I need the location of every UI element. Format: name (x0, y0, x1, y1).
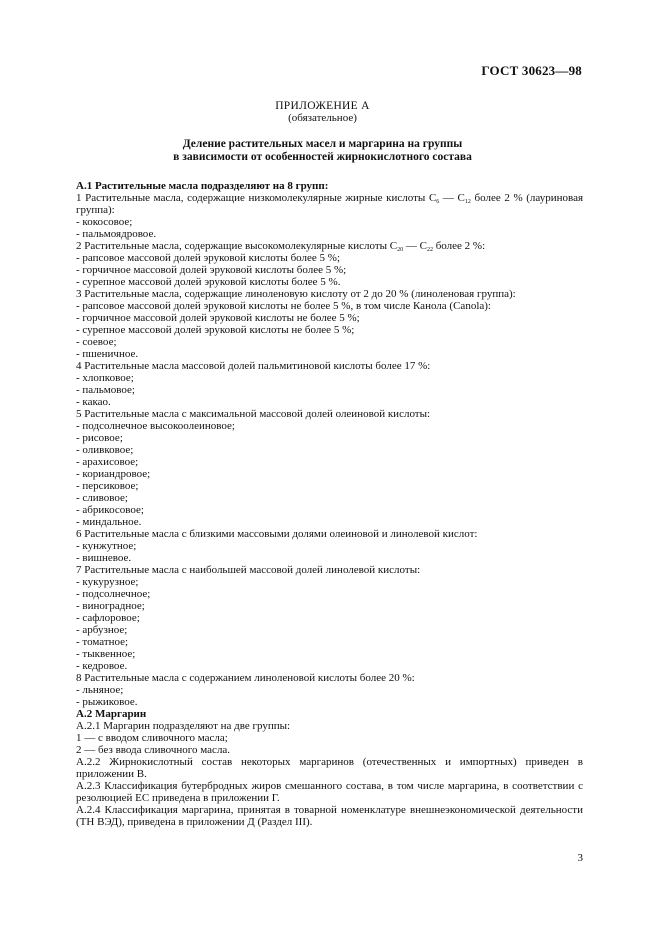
group-1-text: 1 Растительные масла, содержащие низкомолекулярные жирные кислоты $С_6$ — $С_{12}$ более 2 % (лауриновая группа): (76, 192, 584, 216)
list-item: - рисовое; (76, 432, 123, 444)
list-item: - арбузное; (76, 624, 128, 636)
list-item: - рыжиковое. (76, 696, 138, 708)
a2-paragraph-1: А.2.1 Маргарин подразделяют на две группы: (76, 720, 291, 732)
list-item: - рапсовое массовой долей эруковой кислоты не более 5 %, в том числе Канола (Canola): (76, 300, 491, 312)
list-item: - горчичное массовой долей эруковой кислоты более 5 %; (76, 264, 347, 276)
section-heading-line-2: в зависимости от особенностей жирнокислотного состава (173, 151, 472, 163)
list-item: - миндальное. (76, 516, 142, 528)
group-4-list (62, 372, 583, 408)
list-item: - кокосовое; (76, 216, 133, 228)
list-item: - подсолнечное; (76, 588, 151, 600)
list-item: - кориандровое; (76, 468, 151, 480)
group-6-text: 6 Растительные масла с близкими массовыми долями олеиновой и линолевой кислот: (76, 528, 478, 540)
margarine-groups-list (62, 732, 583, 756)
section-heading (0, 138, 645, 164)
list-item: - горчичное массовой долей эруковой кислоты не более 5 %; (76, 312, 360, 324)
document-body (62, 180, 583, 828)
list-item: - пальмоядровое. (76, 228, 157, 240)
list-item: - тыквенное; (76, 648, 136, 660)
list-item: - томатное; (76, 636, 129, 648)
list-item: - кунжутное; (76, 540, 137, 552)
list-item: - хлопковое; (76, 372, 134, 384)
list-item: - персиковое; (76, 480, 139, 492)
group-8-list (62, 684, 583, 708)
group-2-text: 2 Растительные масла, содержащие высокомолекулярные кислоты $С_{20}$ — $С_{22}$ более 2 %: (76, 240, 486, 253)
list-item: - сурепное массовой долей эруковой кислоты не более 5 %; (76, 324, 355, 336)
group-4-text: 4 Растительные масла массовой долей пальмитиновой кислоты более 17 %: (76, 360, 431, 372)
list-item: - абрикосовое; (76, 504, 144, 516)
appendix-title: ПРИЛОЖЕНИЕ А (275, 100, 370, 112)
list-item: - подсолнечное высокоолеиновое; (76, 420, 235, 432)
list-item: - пшеничное. (76, 348, 139, 360)
list-item: - пальмовое; (76, 384, 135, 396)
document-code: ГОСТ 30623—98 (481, 63, 582, 78)
group-5-list (62, 420, 583, 528)
a2-paragraph-4: А.2.4 Классификация маргарина, принятая в товарной номенклатуре внешнеэкономической деятельности (ТН ВЭД), приведена в приложении Д (Раздел III). (76, 804, 583, 828)
list-item: - рапсовое массовой долей эруковой кислоты более 5 %; (76, 252, 340, 264)
list-item: - оливковое; (76, 444, 134, 456)
section-heading-line-1: Деление растительных масел и маргарина на группы (182, 138, 463, 150)
group-6-list (62, 540, 583, 564)
list-item: - сафлоровое; (76, 612, 140, 624)
a2-paragraph-3: А.2.3 Классификация бутербродных жиров смешанного состава, в том числе маргарина, в соответствии с резолюцией ЕС приведена в приложении Г. (76, 780, 583, 804)
a2-paragraph-2: А.2.2 Жирнокислотный состав некоторых маргаринов (отечественных и импортных) приведен в приложении В. (76, 756, 583, 780)
group-2-list (62, 252, 583, 288)
list-item: 2 — без ввода сливочного масла. (76, 744, 231, 756)
list-item: - кедровое. (76, 660, 128, 672)
list-item: - арахисовое; (76, 456, 139, 468)
list-item: - сурепное массовой долей эруковой кислоты более 5 %. (76, 276, 341, 288)
appendix-subtitle: (обязательное) (288, 112, 357, 124)
list-item: - вишневое. (76, 552, 132, 564)
list-item: 1 — с вводом сливочного масла; (76, 732, 228, 744)
group-7-text: 7 Растительные масла с наибольшей массовой долей линолевой кислоты: (76, 564, 421, 576)
page-number: 3 (577, 852, 583, 864)
list-item: - кукурузное; (76, 576, 139, 588)
list-item: - виноградное; (76, 600, 145, 612)
group-5-text: 5 Растительные масла с максимальной массовой долей олеиновой кислоты: (76, 408, 431, 420)
list-item: - какао. (76, 396, 111, 408)
list-item: - сливовое; (76, 492, 128, 504)
group-1-list (62, 216, 583, 240)
a1-heading: А.1 Растительные масла подразделяют на 8 групп: (76, 180, 329, 192)
group-3-list (62, 300, 583, 360)
group-8-text: 8 Растительные масла с содержанием линоленовой кислоты более 20 %: (76, 672, 415, 684)
list-item: - льняное; (76, 684, 124, 696)
group-3-text: 3 Растительные масла, содержащие линоленовую кислоту от 2 до 20 % (линоленовая группа): (76, 288, 516, 300)
a2-heading: А.2 Маргарин (76, 708, 147, 720)
group-7-list (62, 576, 583, 672)
list-item: - соевое; (76, 336, 117, 348)
